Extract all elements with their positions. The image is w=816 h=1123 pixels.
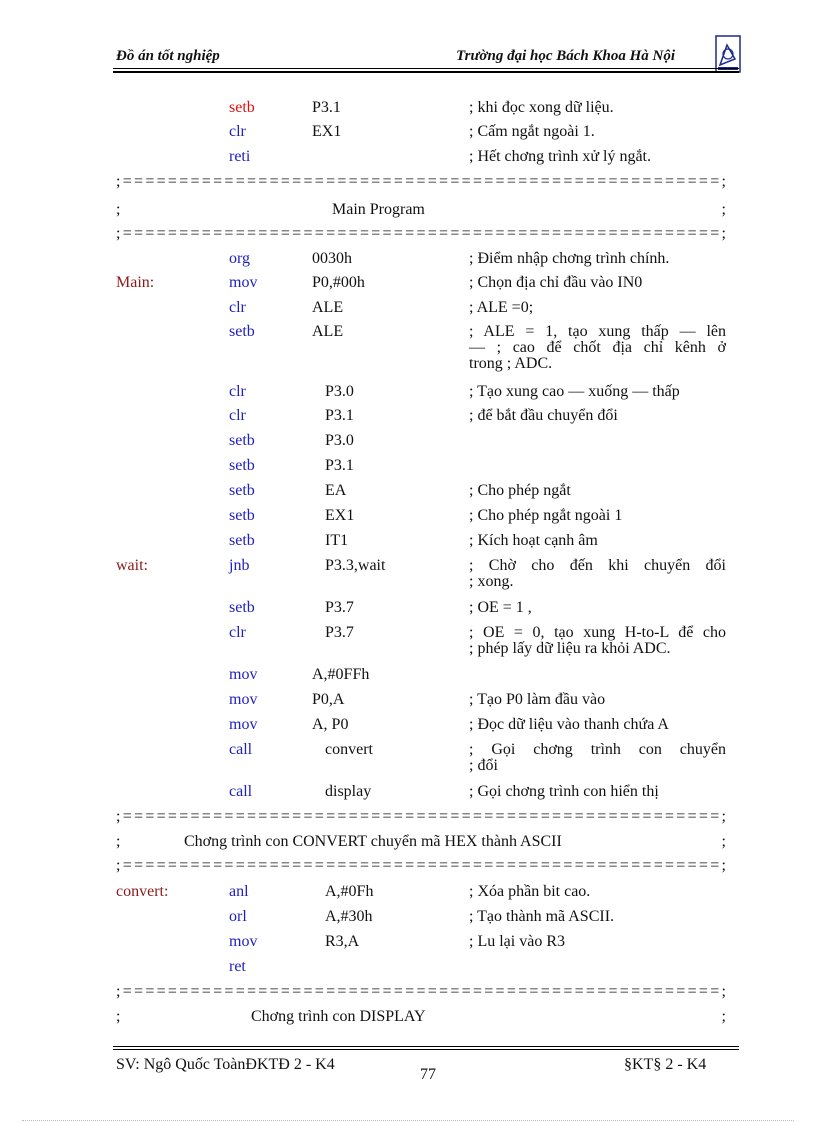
footer-rule-thin (113, 1049, 739, 1050)
operand: P3.7 (325, 599, 354, 616)
comment: ; OE = 1 , (469, 599, 532, 616)
comment: ; ALE = 1, tạo xung thấp — lên (469, 323, 726, 340)
instruction: clr (229, 299, 246, 316)
comment: ; phép lấy dữ liệu ra khỏi ADC. (469, 640, 671, 657)
operand: convert (325, 741, 373, 758)
band-semicolon-right: ; (721, 201, 726, 218)
operand: P3.0 (325, 432, 354, 449)
operand: A,#0FFh (312, 666, 370, 683)
separator-line: ;=====================================================; (116, 983, 729, 1000)
comment: ; Hết chơng trình xử lý ngắt. (469, 148, 651, 165)
comment: ; Điểm nhập chơng trình chính. (469, 250, 670, 267)
section-title-convert: Chơng trình con CONVERT chuyển mã HEX thành ASCII (184, 833, 562, 850)
operand: A, P0 (312, 716, 349, 733)
comment: ; Lu lại vào R3 (469, 933, 565, 950)
comment: ; Kích hoạt cạnh âm (469, 532, 598, 549)
header-left-title: Đồ án tốt nghiệp (116, 48, 220, 64)
operand: EX1 (312, 123, 342, 140)
operand: IT1 (325, 532, 349, 549)
comment: ; Tạo xung cao — xuống — thấp (469, 383, 680, 400)
operand: P3.1 (312, 99, 341, 116)
section-title-main: Main Program (332, 201, 425, 218)
instruction: setb (229, 323, 255, 340)
operand: ALE (312, 299, 344, 316)
comment: ; khi đọc xong dữ liệu. (469, 99, 614, 116)
comment: ; Gọi chơng trình con chuyển (469, 741, 726, 758)
operand: EX1 (325, 507, 355, 524)
band-semicolon-left: ; (116, 833, 121, 850)
instruction: mov (229, 274, 258, 291)
instruction: call (229, 741, 253, 758)
instruction: jnb (229, 557, 250, 574)
comment: ; Gọi chơng trình con hiển thị (469, 783, 659, 800)
code-label: wait: (116, 557, 148, 574)
page-bottom-dotted-edge (22, 1120, 794, 1121)
code-label: convert: (116, 883, 169, 900)
band-semicolon-right: ; (721, 833, 726, 850)
header-right-title: Trường đại học Bách Khoa Hà Nội (456, 48, 676, 64)
comment: ; Cấm ngắt ngoài 1. (469, 123, 595, 140)
operand: P3.7 (325, 624, 354, 641)
operand: R3,A (325, 933, 360, 950)
comment: ; OE = 0, tạo xung H-to-L để cho (469, 624, 726, 641)
comment: ; Đọc dữ liệu vào thanh chứa A (469, 716, 669, 733)
comment: ; Xóa phần bit cao. (469, 883, 591, 900)
instruction: setb (229, 457, 255, 474)
instruction: anl (229, 883, 249, 900)
comment: ; Tạo P0 làm đầu vào (469, 691, 606, 708)
page-number: 77 (420, 1066, 436, 1083)
operand: A,#0Fh (325, 883, 374, 900)
instruction: clr (229, 407, 246, 424)
instruction: mov (229, 716, 258, 733)
comment: ; ALE =0; (469, 299, 534, 316)
instruction: setb (229, 482, 255, 499)
operand: P3.3,wait (325, 557, 386, 574)
separator-line: ;=====================================================; (116, 173, 729, 190)
header-rule-thick (113, 71, 739, 73)
footer-class: §KT§ 2 - K4 (624, 1056, 707, 1073)
operand: A,#30h (325, 908, 373, 925)
operand: P0,#00h (312, 274, 365, 291)
comment: trong ; ADC. (469, 355, 553, 372)
comment: ; Chọn địa chỉ đầu vào IN0 (469, 274, 643, 291)
operand: display (325, 783, 372, 800)
instruction: clr (229, 123, 246, 140)
separator-line: ;=====================================================; (116, 225, 729, 242)
operand: P0,A (312, 691, 345, 708)
code-label: Main: (116, 274, 155, 291)
comment: ; Cho phép ngắt ngoài 1 (469, 507, 623, 524)
operand: EA (325, 482, 347, 499)
header-rule-thin (113, 68, 739, 69)
operand: P3.1 (325, 407, 354, 424)
comment: ; Cho phép ngắt (469, 482, 571, 499)
instruction: orl (229, 908, 247, 925)
instruction: setb (229, 532, 255, 549)
comment: ; đổi (469, 757, 498, 774)
comment: — ; cao để chốt địa chỉ kênh ở (469, 339, 726, 356)
operand: P3.0 (325, 383, 354, 400)
instruction: org (229, 250, 251, 267)
instruction: mov (229, 666, 258, 683)
instruction: clr (229, 624, 246, 641)
instruction: call (229, 783, 253, 800)
separator-line: ;=====================================================; (116, 857, 729, 874)
instruction: setb (229, 599, 255, 616)
comment: ; Tạo thành mã ASCII. (469, 908, 615, 925)
instruction: clr (229, 383, 246, 400)
instruction: mov (229, 933, 258, 950)
instruction: mov (229, 691, 258, 708)
instruction: ret (229, 958, 246, 975)
instruction: reti (229, 148, 251, 165)
instruction: setb (229, 432, 255, 449)
comment: ; để bắt đầu chuyển đổi (469, 407, 618, 424)
operand: ALE (312, 323, 344, 340)
band-semicolon-left: ; (116, 201, 121, 218)
instruction: setb (229, 507, 255, 524)
band-semicolon-right: ; (721, 1008, 726, 1025)
operand: 0030h (312, 250, 352, 267)
comment: ; Chờ cho đến khi chuyển đổi (469, 557, 726, 574)
separator-line: ;=====================================================; (116, 808, 729, 825)
footer-rule-thick (113, 1046, 739, 1047)
instruction: setb (229, 99, 255, 116)
comment: ; xong. (469, 573, 514, 590)
band-semicolon-left: ; (116, 1008, 121, 1025)
footer-student: SV: Ngô Quốc ToànĐKTĐ 2 - K4 (116, 1056, 335, 1073)
section-title-display: Chơng trình con DISPLAY (251, 1008, 426, 1025)
operand: P3.1 (325, 457, 354, 474)
